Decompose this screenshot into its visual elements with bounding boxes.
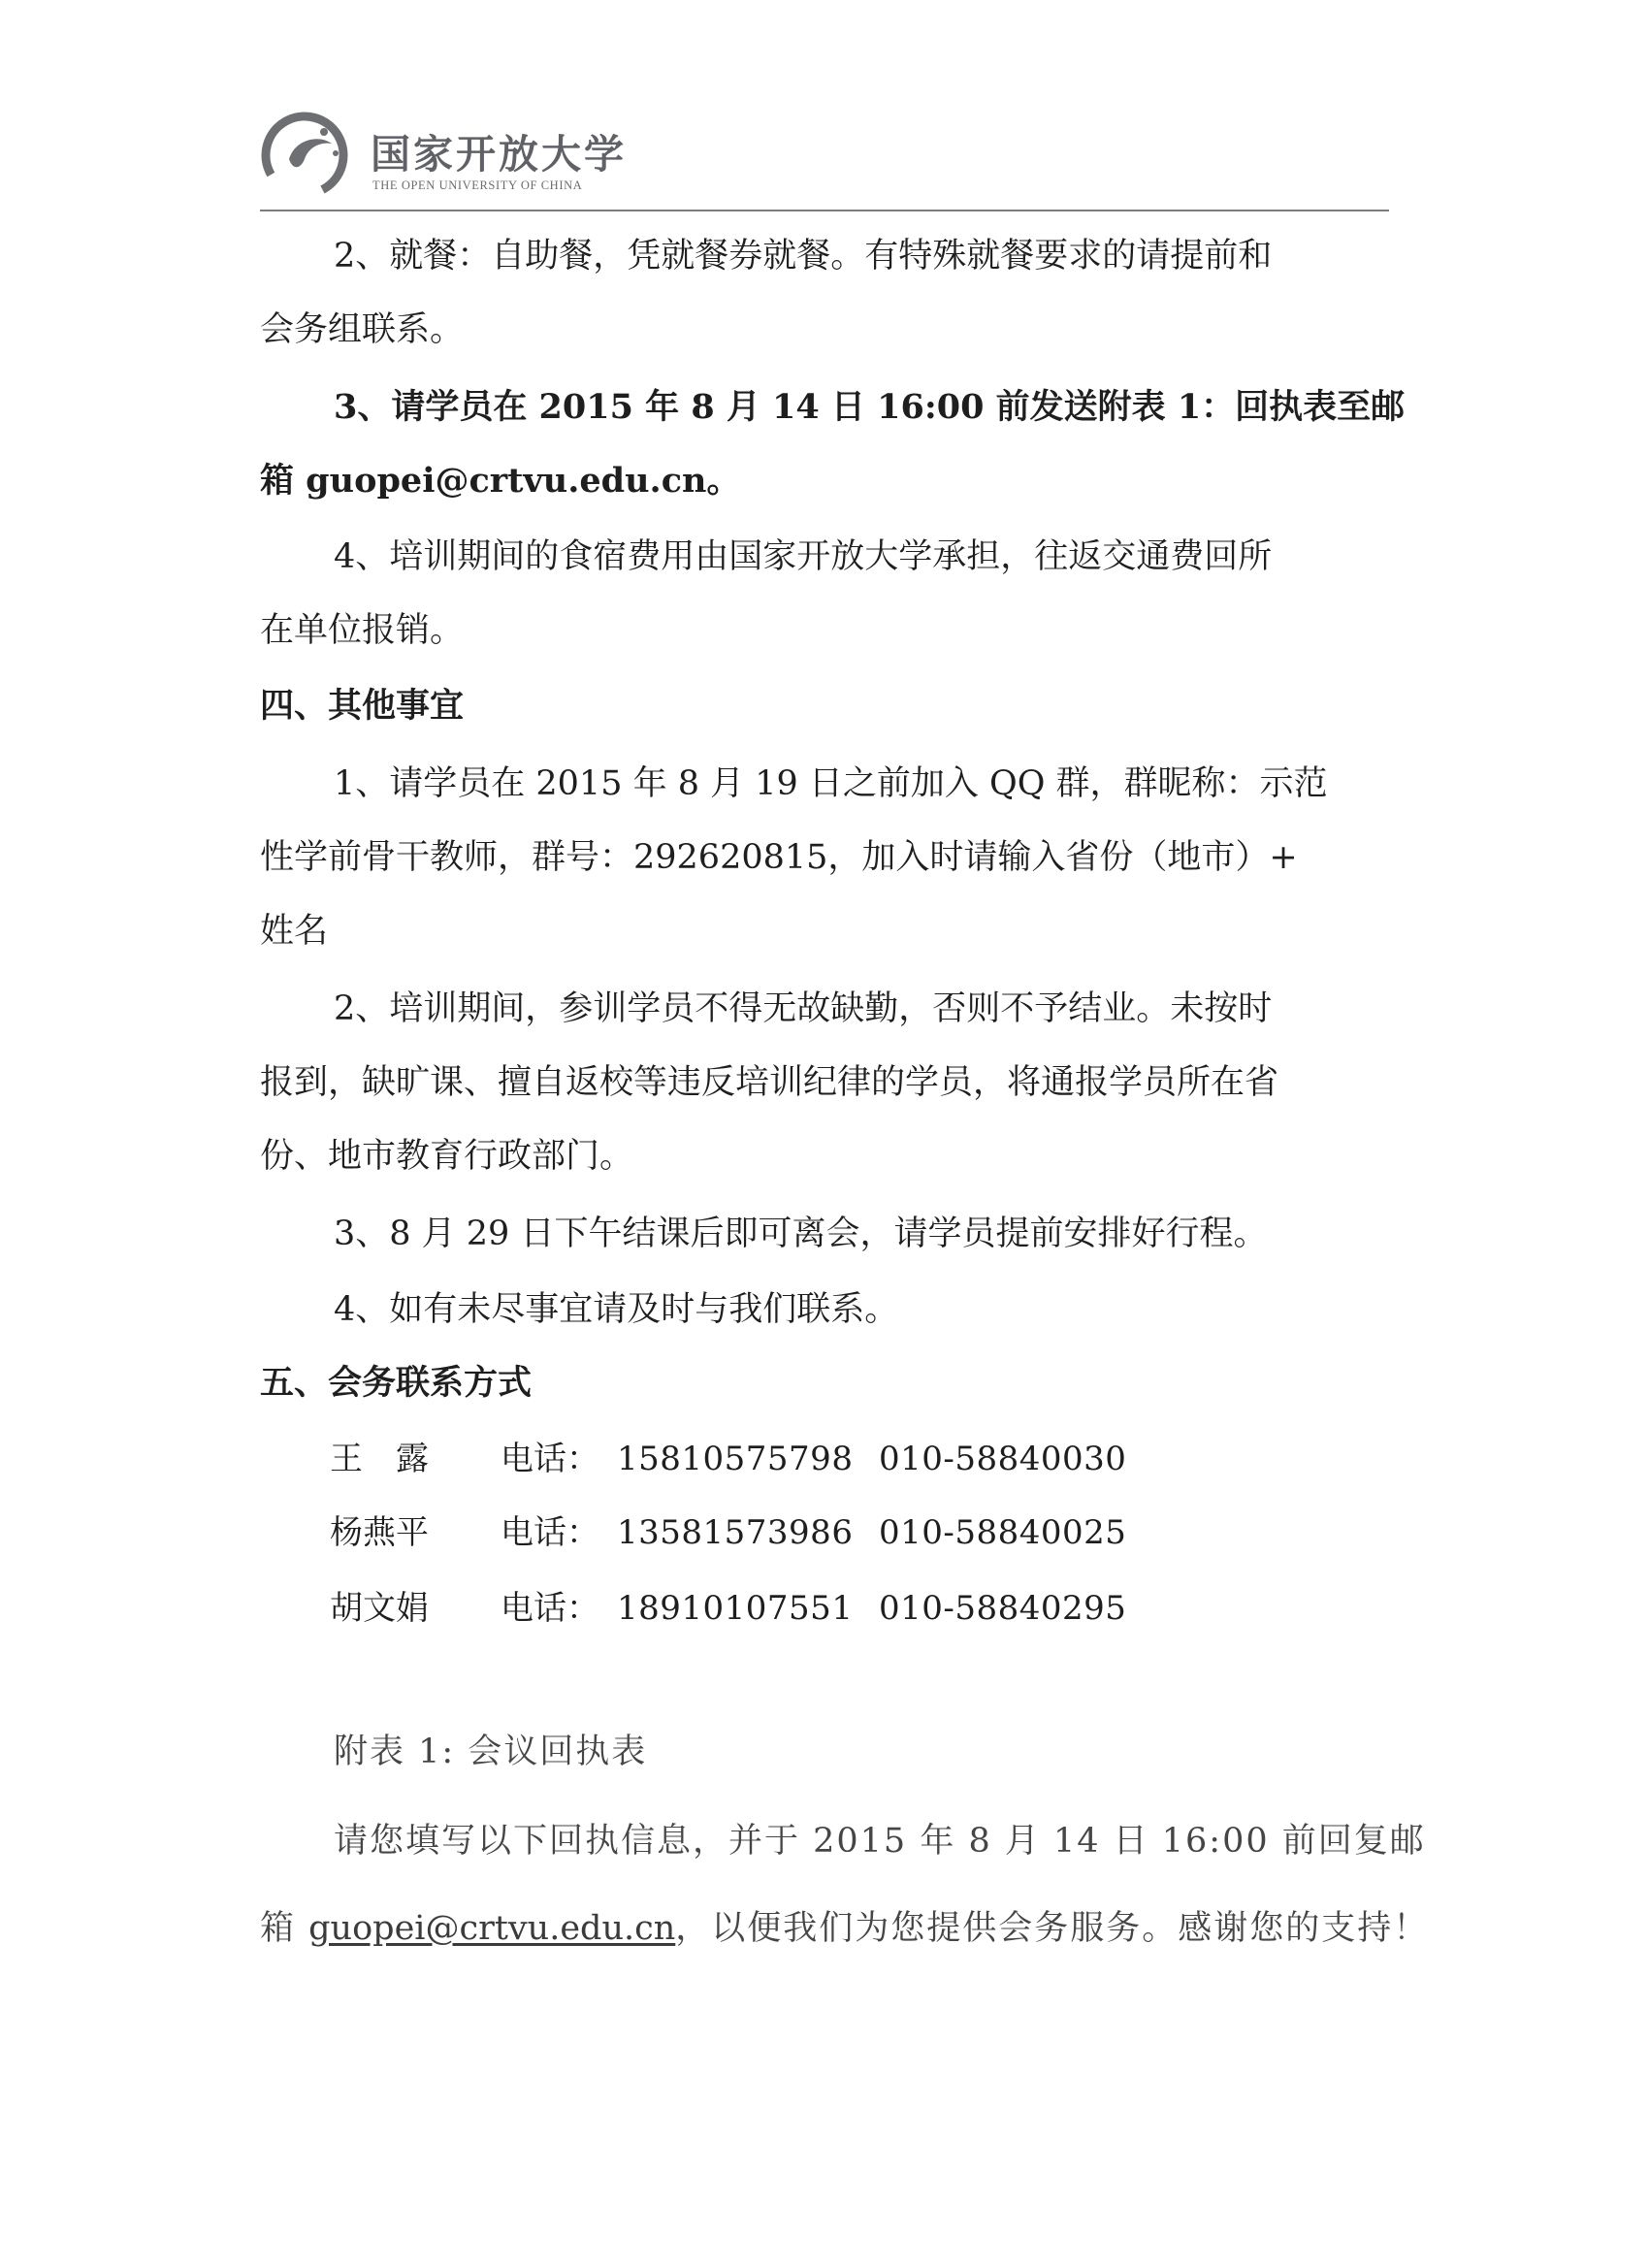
contact-mobile: 15810575798 — [617, 1440, 854, 1478]
contact-office-phone: 010-58840030 — [879, 1440, 1127, 1478]
contact-phone-label: 电话： — [501, 1440, 599, 1478]
item-3-line-2: 箱 guopei@crtvu.edu.cn。 — [260, 461, 741, 501]
item-2-line-1: 2、就餐：自助餐，凭就餐券就餐。有特殊就餐要求的请提前和 — [334, 237, 1273, 275]
contact-name: 杨燕平 — [330, 1513, 429, 1552]
appendix-line-2-suffix: ，以便我们为您提供会务服务。感谢您的支持！ — [675, 1909, 1430, 1948]
university-logo-icon — [260, 111, 349, 200]
logo-english-name: THE OPEN UNIVERSITY OF CHINA — [372, 178, 583, 192]
section-4-heading: 四、其他事宜 — [260, 686, 465, 726]
item-4-line-1: 4、培训期间的食宿费用由国家开放大学承担，往返交通费回所 — [334, 537, 1273, 576]
section-4-item-3: 3、8 月 29 日下午结课后即可离会，请学员提前安排好行程。 — [334, 1215, 1268, 1253]
item-3-line-1: 3、请学员在 2015 年 8 月 14 日 16:00 前发送附表 1：回执表至邮 — [334, 387, 1406, 427]
contact-name: 王 露 — [330, 1440, 429, 1478]
appendix-title: 附表 1: 会议回执表 — [334, 1733, 648, 1771]
section-5-heading: 五、会务联系方式 — [260, 1363, 533, 1403]
appendix-line-2 — [260, 1909, 1430, 1948]
appendix-line-2-prefix: 箱 — [260, 1909, 297, 1948]
logo-chinese-name: 国家开放大学 — [371, 131, 627, 178]
contact-office-phone: 010-58840295 — [879, 1589, 1127, 1628]
section-4-item-2-line-2: 报到，缺旷课、擅自返校等违反培训纪律的学员，将通报学员所在省 — [260, 1063, 1279, 1102]
section-4-item-2-line-3: 份、地市教育行政部门。 — [260, 1137, 634, 1176]
contact-name: 胡文娟 — [330, 1589, 429, 1628]
contact-phone-label: 电话： — [501, 1513, 599, 1552]
contact-mobile: 18910107551 — [617, 1589, 854, 1628]
contact-phone-label: 电话： — [501, 1589, 599, 1628]
letterhead — [260, 105, 1389, 211]
email-link[interactable]: guopei@crtvu.edu.cn — [308, 1909, 676, 1948]
header-divider — [260, 210, 1389, 211]
item-4-line-2: 在单位报销。 — [260, 611, 465, 650]
section-4-item-1-line-3: 姓名 — [260, 912, 329, 951]
contact-mobile: 13581573986 — [617, 1513, 854, 1552]
contact-office-phone: 010-58840025 — [879, 1513, 1127, 1552]
section-4-item-2-line-1: 2、培训期间，参训学员不得无故缺勤，否则不予结业。未按时 — [334, 989, 1273, 1028]
section-4-item-1-line-1: 1、请学员在 2015 年 8 月 19 日之前加入 QQ 群，群昵称：示范 — [334, 764, 1328, 803]
section-4-item-1-line-2: 性学前骨干教师，群号：292620815，加入时请输入省份（地市）+ — [260, 838, 1298, 877]
section-4-item-4: 4、如有未尽事宜请及时与我们联系。 — [334, 1290, 899, 1329]
appendix-line-1: 请您填写以下回执信息，并于 2015 年 8 月 14 日 16:00 前回复邮 — [334, 1822, 1426, 1861]
item-2-line-2: 会务组联系。 — [260, 310, 465, 349]
